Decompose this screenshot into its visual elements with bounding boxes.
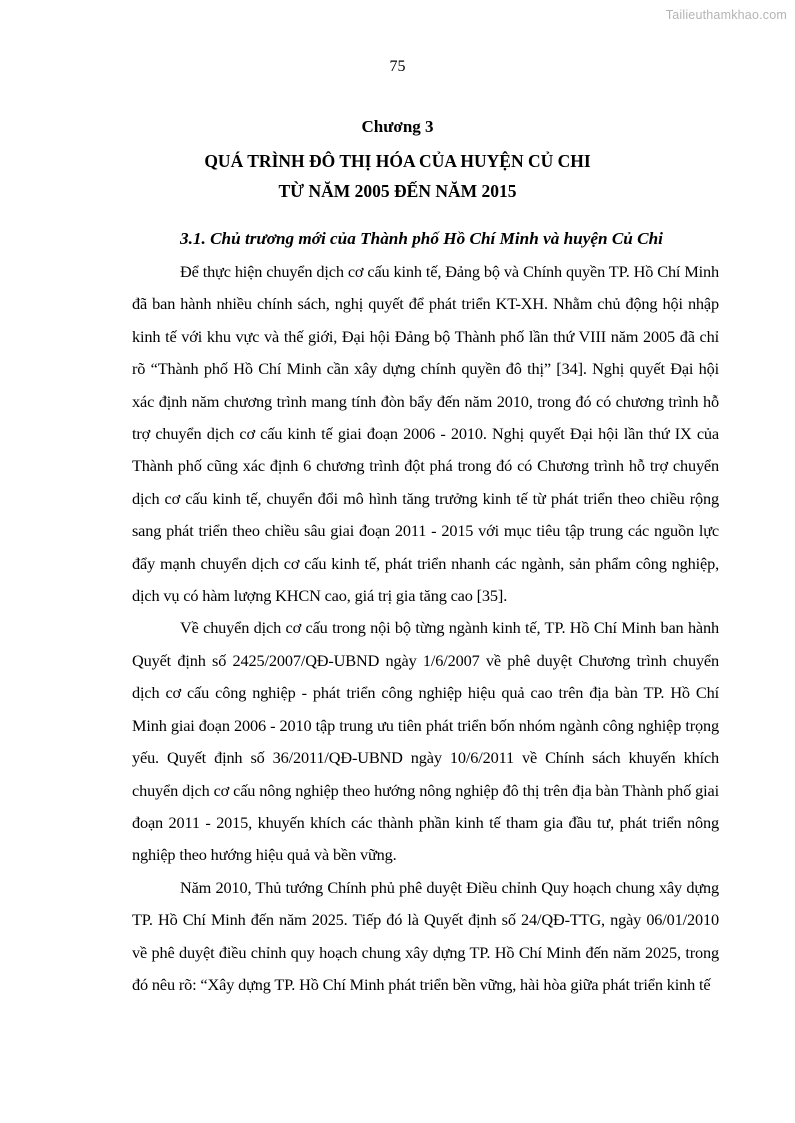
chapter-title (0, 146, 795, 206)
body-text (132, 256, 719, 1001)
section-heading: 3.1. Chủ trương mới của Thành phố Hồ Chí Minh và huyện Củ Chi (180, 229, 663, 248)
paragraph: Về chuyển dịch cơ cấu trong nội bộ từng ngành kinh tế, TP. Hồ Chí Minh ban hành Quyết định số 2425/2007/QĐ-UBND ngày 1/6/2007 về phê duyệt Chương trình chuyển dịch cơ cấu công nghiệp - phát triển công nghiệp hiệu quả cao trên địa bàn TP. Hồ Chí Minh giai đoạn 2006 - 2010 tập trung ưu tiên phát triển bốn nhóm ngành công nghiệp trọng yếu. Quyết định số 36/2011/QĐ-UBND ngày 10/6/2011 về Chính sách khuyến khích chuyển dịch cơ cấu nông nghiệp theo hướng nông nghiệp đô thị trên địa bàn Thành phố giai đoạn 2011 - 2015, khuyến khích các thành phần kinh tế tham gia đầu tư, phát triển nông nghiệp theo hướng hiệu quả và bền vững. (132, 618, 719, 865)
paragraph: Để thực hiện chuyển dịch cơ cấu kinh tế, Đảng bộ và Chính quyền TP. Hồ Chí Minh đã ban hành nhiều chính sách, nghị quyết để phát triển KT-XH. Nhằm chủ động hội nhập kinh tế với khu vực và thế giới, Đại hội Đảng bộ Thành phố lần thứ VIII năm 2005 đã chỉ rõ “Thành phố Hồ Chí Minh cần xây dựng chính quyền đô thị” [34]. Nghị quyết Đại hội xác định năm chương trình mang tính đòn bẩy đến năm 2010, trong đó có chương trình hỗ trợ chuyển dịch cơ cấu kinh tế giai đoạn 2006 - 2010. Nghị quyết Đại hội lần thứ IX của Thành phố cũng xác định 6 chương trình đột phá trong đó có Chương trình hỗ trợ chuyển dịch cơ cấu kinh tế, chuyển đổi mô hình tăng trưởng kinh tế từ phát triển theo chiều rộng sang phát triển theo chiều sâu giai đoạn 2011 - 2015 với mục tiêu tập trung các nguồn lực đẩy mạnh chuyển dịch cơ cấu kinh tế, phát triển nhanh các ngành, sản phẩm công nghiệp, dịch vụ có hàm lượng KHCN cao, giá trị gia tăng cao [35]. (132, 262, 719, 606)
chapter-heading (0, 116, 795, 206)
watermark-text: Tailieuthamkhao.com (665, 8, 787, 22)
page-number: 75 (389, 58, 406, 75)
paragraph: Năm 2010, Thủ tướng Chính phủ phê duyệt Điều chỉnh Quy hoạch chung xây dựng TP. Hồ Chí Minh đến năm 2025. Tiếp đó là Quyết định số 24/QĐ-TTG, ngày 06/01/2010 về phê duyệt điều chỉnh quy hoạch chung xây dựng TP. Hồ Chí Minh đến năm 2025, trong đó nêu rõ: “Xây dựng TP. Hồ Chí Minh phát triển bền vững, hài hòa giữa phát triển kinh tế (132, 877, 719, 994)
chapter-title-line-1: QUÁ TRÌNH ĐÔ THỊ HÓA CỦA HUYỆN CỦ CHI (204, 151, 591, 171)
chapter-title-line-2: TỪ NĂM 2005 ĐẾN NĂM 2015 (278, 181, 517, 201)
chapter-label: Chương 3 (361, 117, 434, 136)
